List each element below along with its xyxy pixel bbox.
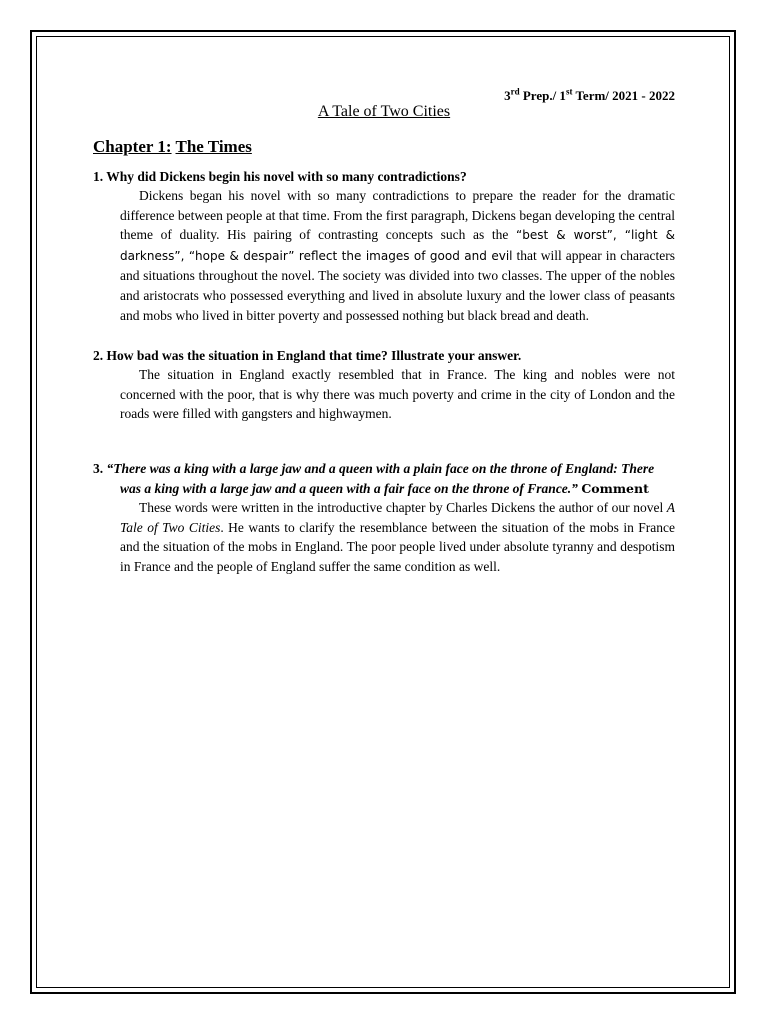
question-3-comment-label: Comment	[581, 480, 649, 496]
prep-text: Prep./ 1	[519, 88, 566, 103]
answer-1-text-a: Dickens began his novel with so many contradictions to prepare the reader for the dramatic difference between people at that time. From the first paragraph, Dickens began developing the central theme of duality. His pairing of contrasting concepts such as the	[120, 188, 675, 243]
question-2: 2. How bad was the situation in England that time? Illustrate your answer.	[93, 348, 522, 364]
answer-1	[120, 186, 675, 325]
chapter-heading	[93, 136, 675, 158]
document-page	[93, 86, 675, 577]
answer-3-text-b: . He wants to clarify the resemblance between the situation of the mobs in France and the situation of the mobs in England. The poor people lived under absolute tyranny and despotism in France and the people of England suffer the same condition as well.	[120, 519, 676, 574]
grade-suffix: rd	[510, 86, 520, 97]
term-suffix: st	[565, 86, 573, 97]
chapter-label: Chapter 1:	[93, 137, 172, 156]
page-title: A Tale of Two Cities	[317, 103, 451, 120]
term-year: Term/ 2021 - 2022	[572, 88, 675, 103]
answer-3	[120, 498, 675, 576]
answer-1-text-b: that will appear in characters and situations throughout the novel. The society was divided into two classes. The upper of the nobles and aristocrats who possessed everything and lived in absolute luxury and the lower class of peasants and mobs who lived in bitter poverty and possessed nothing but black bread and death.	[120, 247, 675, 323]
answer-2: The situation in England exactly resembled that in France. The king and nobles were not concerned with the poor, that is why there was much poverty and crime in the city of London and the roads were filled with gangsters and highwaymen.	[120, 367, 675, 422]
chapter-name: The Times	[175, 137, 252, 156]
question-3-number: 3.	[93, 460, 107, 476]
question-1: 1. Why did Dickens begin his novel with so many contradictions?	[93, 169, 467, 184]
answer-3-novel-title: A Tale of Two Cities	[120, 500, 675, 535]
grade-number: 3	[504, 88, 511, 103]
answer-3-text-a: These words were written in the introductive chapter by Charles Dickens the author of our novel	[139, 500, 667, 516]
answer-1-handwritten: “best & worst”, “light & darkness”, “hope & despair” reflect the images of good and evil	[120, 228, 675, 263]
question-3-quote: “There was a king with a large jaw and a queen with a plain face on the throne of England: There was a king with a large jaw and a queen with a fair face on the throne of France.”	[106, 460, 655, 496]
question-3	[93, 459, 675, 498]
